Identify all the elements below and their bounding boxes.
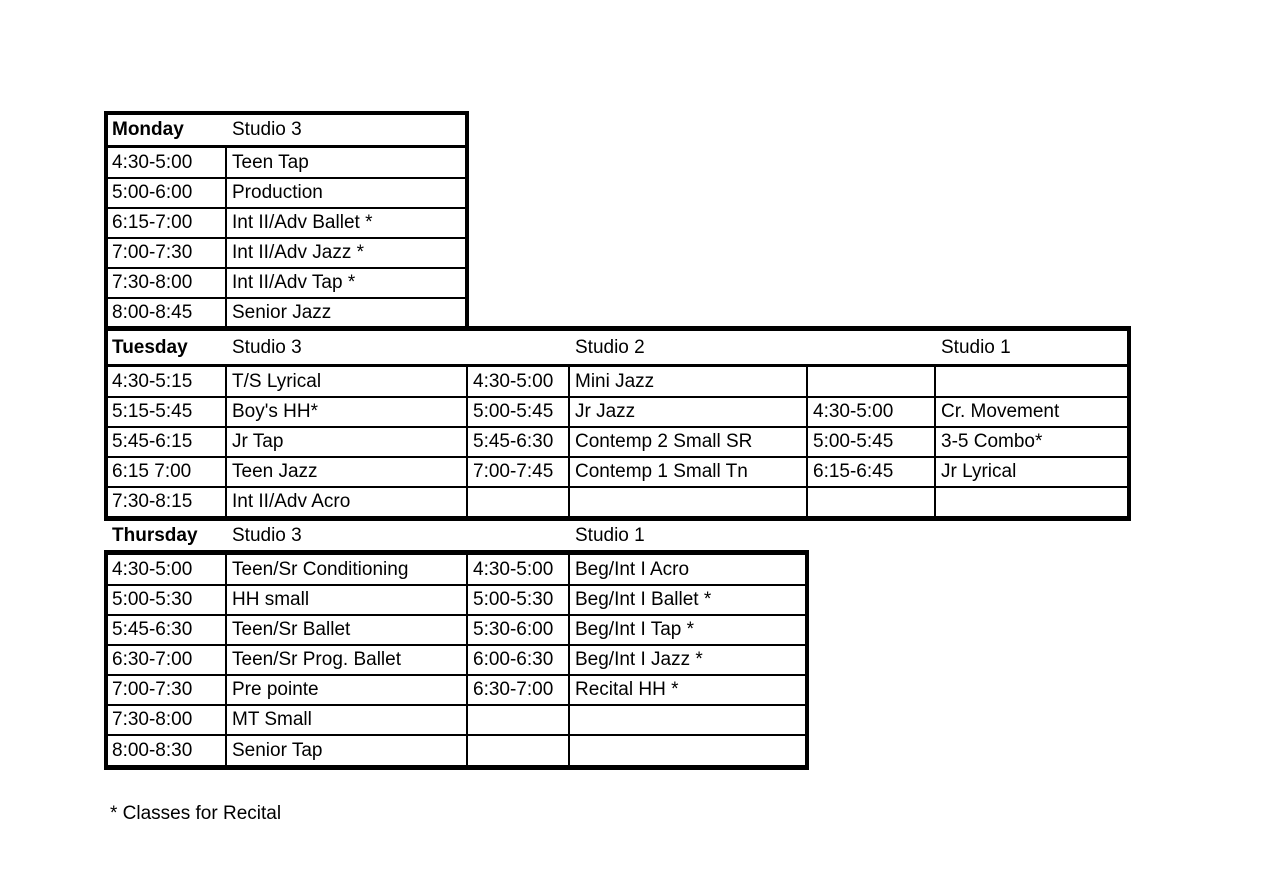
class-cell: Production (232, 182, 323, 203)
time-cell: 4:30-5:15 (112, 371, 193, 392)
studio-header: Studio 1 (941, 337, 1011, 358)
grid-line (568, 552, 570, 766)
time-cell: 4:30-5:00 (112, 559, 193, 580)
day-label-monday: Monday (112, 119, 184, 140)
class-cell: Teen Jazz (232, 461, 318, 482)
class-cell: Int II/Adv Jazz * (232, 242, 364, 263)
grid-line (104, 516, 1131, 521)
class-cell: Int II/Adv Acro (232, 491, 351, 512)
grid-line (106, 456, 1129, 458)
class-cell: Int II/Adv Tap * (232, 272, 356, 293)
grid-line (106, 207, 467, 209)
grid-line (225, 552, 227, 766)
grid-line (106, 297, 467, 299)
class-cell: Teen/Sr Ballet (232, 619, 351, 640)
class-cell: Cr. Movement (941, 401, 1060, 422)
class-cell: Pre pointe (232, 679, 319, 700)
grid-line (106, 674, 807, 676)
grid-line (225, 364, 227, 518)
time-cell: 7:00-7:30 (112, 242, 193, 263)
time-cell: 7:30-8:15 (112, 491, 193, 512)
time-cell: 6:30-7:00 (473, 679, 554, 700)
grid-line (225, 145, 227, 328)
day-label-thursday: Thursday (112, 525, 198, 546)
grid-line (106, 584, 807, 586)
class-cell: Int II/Adv Ballet * (232, 212, 373, 233)
grid-line (106, 237, 467, 239)
grid-line (104, 326, 1131, 331)
time-cell (809, 487, 933, 517)
grid-line (104, 326, 108, 521)
grid-line (104, 145, 469, 148)
grid-line (106, 177, 467, 179)
grid-line (106, 614, 807, 616)
class-cell (571, 705, 805, 735)
time-cell: 4:30-5:00 (473, 371, 554, 392)
grid-line (104, 364, 1131, 367)
studio-header: Studio 1 (575, 525, 645, 546)
class-cell: Teen/Sr Conditioning (232, 559, 409, 580)
class-cell: Contemp 1 Small Tn (575, 461, 748, 482)
class-cell: Contemp 2 Small SR (575, 431, 753, 452)
class-cell (571, 487, 805, 517)
time-cell: 5:45-6:30 (112, 619, 193, 640)
time-cell: 7:30-8:00 (112, 272, 193, 293)
class-cell: Senior Tap (232, 740, 323, 761)
time-cell: 5:45-6:30 (473, 431, 554, 452)
class-cell: T/S Lyrical (232, 371, 322, 392)
time-cell: 6:30-7:00 (112, 649, 193, 670)
time-cell: 5:30-6:00 (473, 619, 554, 640)
time-cell: 6:15-6:45 (813, 461, 894, 482)
grid-line (104, 550, 809, 555)
time-cell: 5:00-5:30 (473, 589, 554, 610)
time-cell (469, 705, 567, 735)
time-cell: 7:30-8:00 (112, 709, 193, 730)
time-cell: 6:00-6:30 (473, 649, 554, 670)
class-cell (937, 487, 1127, 517)
time-cell: 5:15-5:45 (112, 401, 193, 422)
time-cell: 8:00-8:30 (112, 740, 193, 761)
studio-header: Studio 3 (232, 525, 302, 546)
class-cell: 3-5 Combo* (941, 431, 1043, 452)
class-cell: Senior Jazz (232, 302, 332, 323)
grid-line (104, 765, 809, 770)
class-cell: Jr Jazz (575, 401, 636, 422)
studio-header: Studio 2 (575, 337, 645, 358)
time-cell (809, 367, 933, 397)
grid-line (806, 364, 808, 518)
class-cell: MT Small (232, 709, 312, 730)
grid-line (104, 111, 469, 115)
time-cell: 5:00-5:45 (473, 401, 554, 422)
class-cell (937, 367, 1127, 397)
time-cell: 5:00-5:45 (813, 431, 894, 452)
time-cell: 5:00-6:00 (112, 182, 193, 203)
grid-line (106, 486, 1129, 488)
time-cell: 4:30-5:00 (813, 401, 894, 422)
grid-line (568, 364, 570, 518)
grid-line (106, 267, 467, 269)
class-cell: Beg/Int I Acro (575, 559, 690, 580)
time-cell: 7:00-7:30 (112, 679, 193, 700)
time-cell: 8:00-8:45 (112, 302, 193, 323)
studio-header: Studio 3 (232, 337, 302, 358)
grid-line (1127, 326, 1131, 521)
grid-line (466, 364, 468, 518)
class-cell: Jr Lyrical (941, 461, 1017, 482)
time-cell: 6:15-7:00 (112, 212, 193, 233)
grid-line (106, 396, 1129, 398)
class-cell (571, 735, 805, 766)
class-cell: Boy's HH* (232, 401, 318, 422)
grid-line (466, 552, 468, 766)
day-label-tuesday: Tuesday (112, 337, 188, 358)
class-cell: Mini Jazz (575, 371, 655, 392)
time-cell: 7:00-7:45 (473, 461, 554, 482)
class-cell: Beg/Int I Ballet * (575, 589, 712, 610)
time-cell: 6:15 7:00 (112, 461, 192, 482)
class-cell: Beg/Int I Tap * (575, 619, 695, 640)
class-cell: Jr Tap (232, 431, 284, 452)
class-cell: Recital HH * (575, 679, 679, 700)
grid-line (106, 426, 1129, 428)
time-cell (469, 735, 567, 766)
class-cell: Teen/Sr Prog. Ballet (232, 649, 401, 670)
studio-header: Studio 3 (232, 119, 302, 140)
grid-line (106, 704, 807, 706)
grid-line (106, 644, 807, 646)
class-cell: Teen Tap (232, 152, 309, 173)
grid-line (934, 364, 936, 518)
grid-line (106, 734, 807, 736)
time-cell: 4:30-5:00 (112, 152, 193, 173)
footnote: * Classes for Recital (110, 803, 282, 824)
class-cell: Beg/Int I Jazz * (575, 649, 703, 670)
class-cell: HH small (232, 589, 310, 610)
time-cell (469, 487, 567, 517)
time-cell: 5:45-6:15 (112, 431, 193, 452)
time-cell: 5:00-5:30 (112, 589, 193, 610)
time-cell: 4:30-5:00 (473, 559, 554, 580)
